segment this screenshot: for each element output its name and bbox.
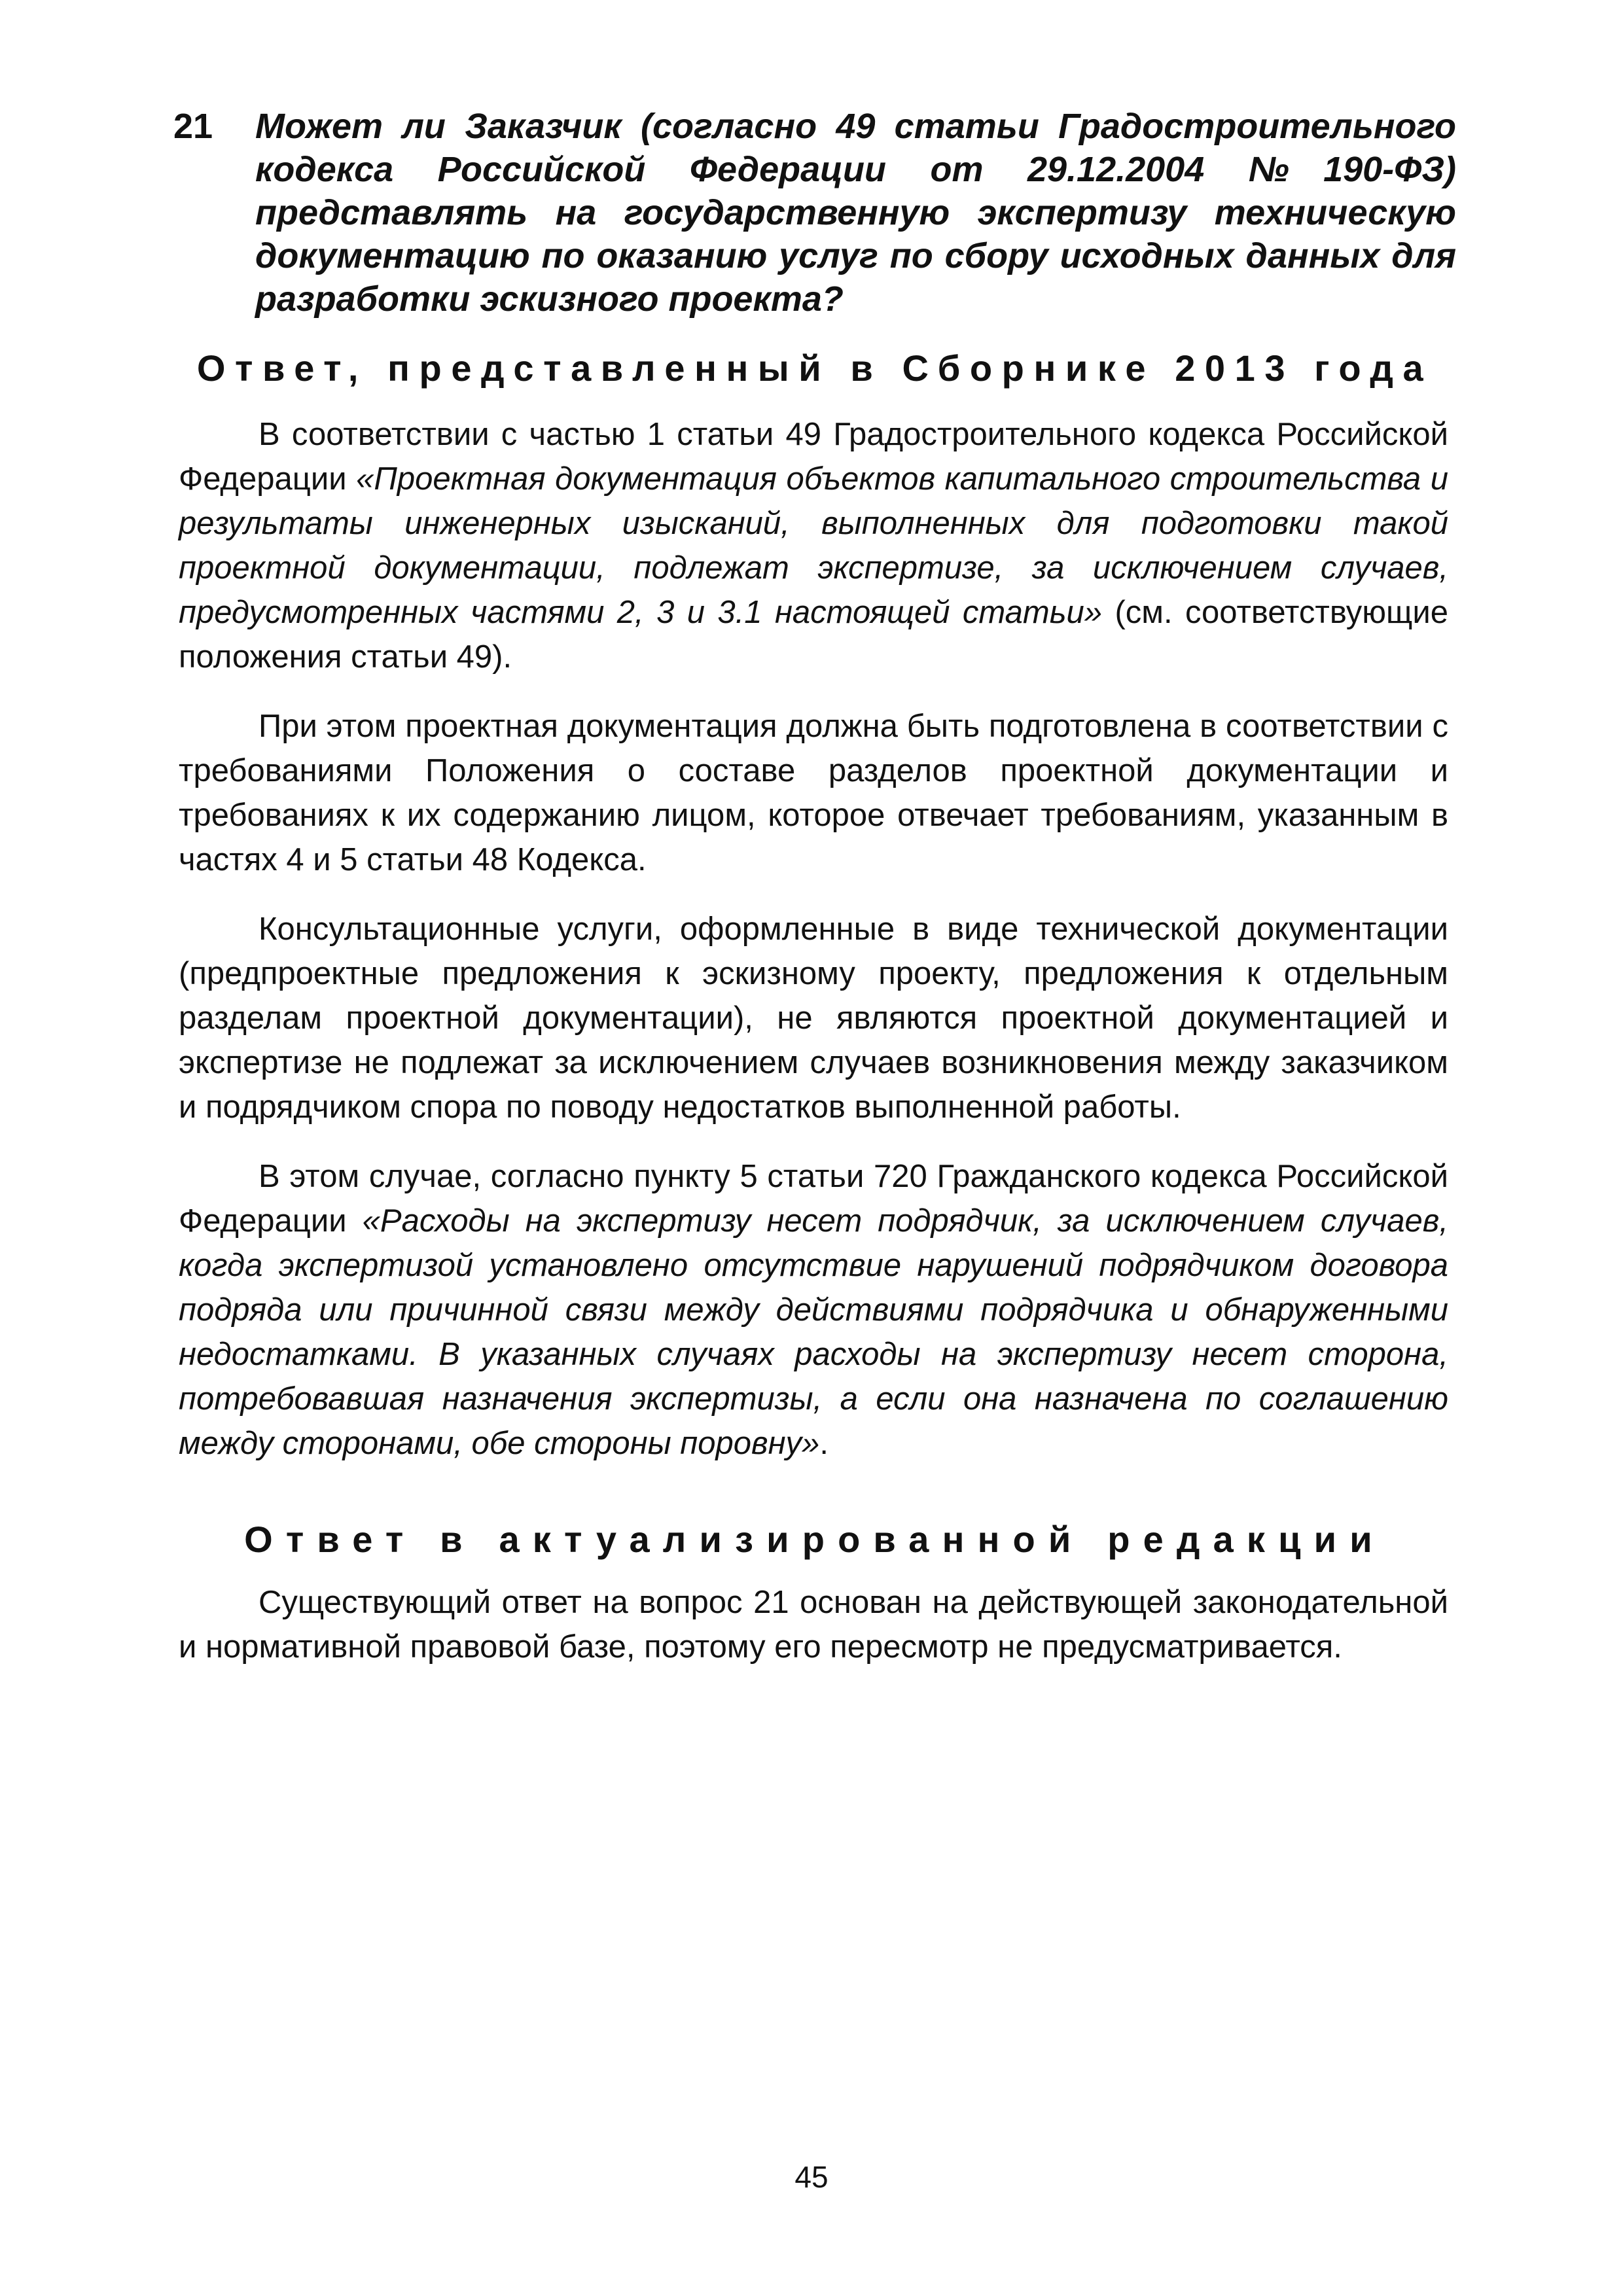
question-text: Может ли Заказчик (согласно 49 статьи Градостроительного кодекса Российской Федерации от 29.12.2004 №190-ФЗ) представлять на государственную экспертизу техническую документацию по оказанию услуг по сбору исходных данных для разработки эскизного проекта?	[255, 107, 1456, 319]
paragraph-text: (см. соответствующие положения статьи 49).	[179, 595, 1448, 675]
question-block	[173, 105, 1456, 321]
section-heading-actual: Ответ в актуализированной редакции	[244, 1519, 1385, 1560]
paragraph-text: .	[819, 1426, 829, 1461]
paragraph-text: В соответствии с частью 1 статьи 49 Градостроительного кодекса Российской Федерации	[179, 417, 1448, 497]
quotation-text: «Расходы на экспертизу несет подрядчик, за исключением случаев, когда экспертизой установлено отсутствие нарушений подрядчиком договора подряда или причинной связи между действиями подрядчика и обнаруженными недостатками. В указанных случаях расходы на экспертизу несет сторона, потребовавшая назначения экспертизы, а если она назначена по соглашению между сторонами, обе стороны поровну»	[179, 1203, 1448, 1461]
answer-actual-body	[179, 1580, 1448, 1669]
answer-2013-body	[179, 412, 1448, 1466]
answer-paragraph-1	[179, 412, 1448, 679]
page-number: 45	[794, 2160, 829, 2194]
answer-paragraph-2: При этом проектная документация должна быть подготовлена в соответствии с требованиями Положения о составе разделов проектной документации и требованиях к их содержанию лицом, которое отвечает требованиям, указанным в частях 4 и 5 статьи 48 Кодекса.	[179, 709, 1448, 877]
section-heading-2013: Ответ, представленный в Сборнике 2013 года	[196, 347, 1433, 389]
actual-paragraph-1: Существующий ответ на вопрос 21 основан на действующей законодательной и нормативной правовой базе, поэтому его пересмотр не предусматривается.	[179, 1585, 1448, 1665]
quotation-text: «Проектная документация объектов капитального строительства и результаты инженерных изысканий, выполненных для подготовки такой проектной документации, подлежат экспертизе, за исключением случаев, предусмотренных частями 2, 3 и 3.1 настоящей статьи»	[179, 461, 1448, 630]
answer-paragraph-4	[179, 1154, 1448, 1466]
answer-paragraph-3: Консультационные услуги, оформленные в виде технической документации (предпроектные предложения к эскизному проекту, предложения к отдельным разделам проектной документации), не являются проектной документацией и экспертизе не подлежат за исключением случаев возникновения между заказчиком и подрядчиком спора по поводу недостатков выполненной работы.	[179, 911, 1448, 1125]
paragraph-text: В этом случае, согласно пункту 5 статьи 720 Гражданского кодекса Российской Федерации	[179, 1159, 1448, 1239]
question-number: 21	[173, 107, 213, 146]
